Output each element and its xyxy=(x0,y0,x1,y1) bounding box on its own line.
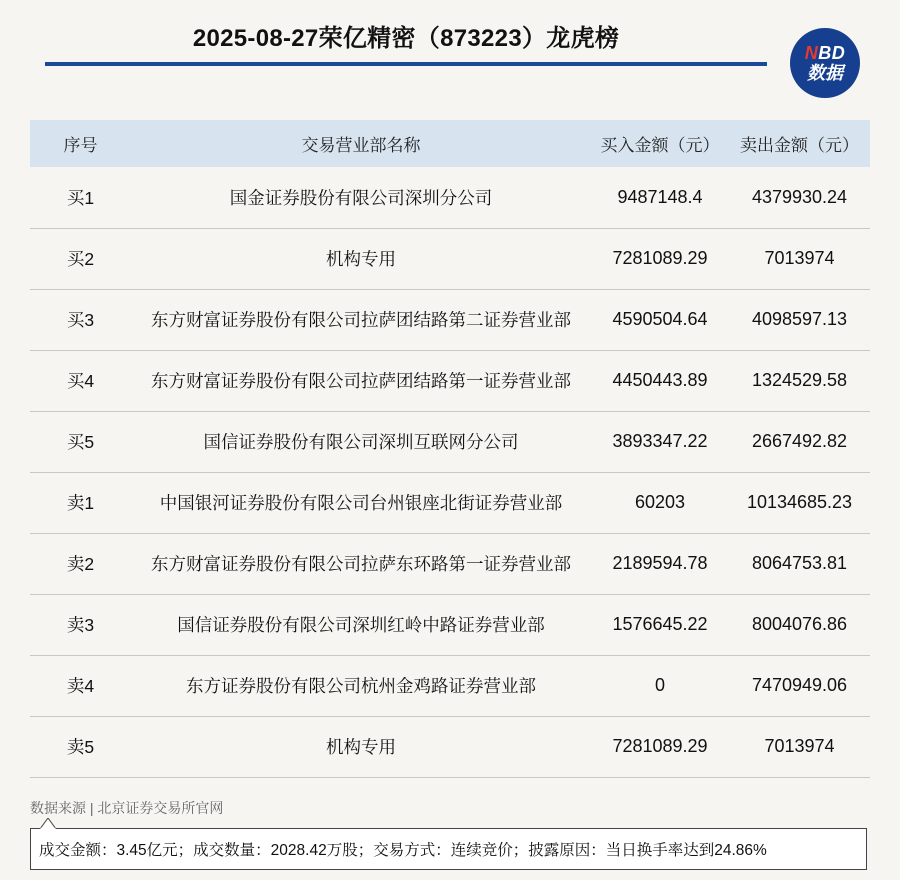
table-row xyxy=(30,228,870,289)
column-header-sell: 卖出金额（元） xyxy=(740,136,859,155)
table-row xyxy=(30,350,870,411)
logo-n: N xyxy=(804,43,819,63)
row-branch-name: 国信证券股份有限公司深圳红岭中路证券营业部 xyxy=(177,615,545,635)
row-seq: 卖4 xyxy=(66,676,95,696)
row-buy-amount: 4450443.89 xyxy=(612,370,708,390)
table-row xyxy=(30,411,870,472)
table-row xyxy=(30,289,870,350)
row-branch-name: 机构专用 xyxy=(326,249,396,269)
row-seq: 卖5 xyxy=(66,737,95,757)
row-branch-name: 国金证券股份有限公司深圳分公司 xyxy=(229,187,493,208)
callout-pointer xyxy=(40,818,56,829)
column-header-branch: 交易营业部名称 xyxy=(301,136,421,155)
table-row xyxy=(30,716,870,777)
row-seq: 买2 xyxy=(66,249,95,269)
page-title: 2025-08-27荣亿精密（873223）龙虎榜 xyxy=(192,25,620,52)
row-seq: 买5 xyxy=(66,432,95,452)
row-sell-amount: 4379930.24 xyxy=(751,186,848,207)
table-row xyxy=(30,533,870,594)
row-branch-name: 东方证券股份有限公司杭州金鸡路证券营业部 xyxy=(186,676,536,696)
row-buy-amount: 60203 xyxy=(634,492,686,512)
row-buy-amount: 4590504.64 xyxy=(612,309,708,329)
row-buy-amount: 7281089.29 xyxy=(612,736,708,756)
row-sell-amount: 8064753.81 xyxy=(751,553,848,573)
trade-summary-note: 成交金额：3.45亿元；成交数量：2028.42万股；交易方式：连续竞价；披露原因：当日换手率达到24.86% xyxy=(30,828,867,870)
dragon-tiger-table xyxy=(30,120,870,778)
row-branch-name: 国信证券股份有限公司深圳互联网分公司 xyxy=(203,432,519,452)
column-header-buy: 买入金额（元） xyxy=(600,136,720,155)
row-sell-amount: 1324529.58 xyxy=(751,370,848,390)
row-seq: 买1 xyxy=(66,187,95,208)
row-branch-name: 机构专用 xyxy=(326,737,396,757)
row-sell-amount: 7013974 xyxy=(764,248,835,268)
row-sell-amount: 7470949.06 xyxy=(751,675,848,695)
row-buy-amount: 9487148.4 xyxy=(617,186,703,207)
table-row xyxy=(30,655,870,716)
row-branch-name: 中国银河证券股份有限公司台州银座北街证券营业部 xyxy=(159,493,563,513)
row-sell-amount: 10134685.23 xyxy=(746,492,853,512)
row-seq: 卖1 xyxy=(66,493,95,513)
table-row xyxy=(30,472,870,533)
row-buy-amount: 7281089.29 xyxy=(612,248,708,268)
row-branch-name: 东方财富证券股份有限公司拉萨团结路第一证券营业部 xyxy=(151,371,571,391)
row-buy-amount: 3893347.22 xyxy=(612,431,708,451)
row-seq: 卖2 xyxy=(66,554,95,574)
row-branch-name: 东方财富证券股份有限公司拉萨东环路第一证券营业部 xyxy=(151,554,571,574)
row-sell-amount: 7013974 xyxy=(764,736,835,756)
logo-data-text: 数据 xyxy=(807,63,843,83)
row-seq: 买4 xyxy=(66,371,95,391)
title-underline xyxy=(45,62,767,66)
row-seq: 买3 xyxy=(66,310,95,330)
nbd-data-logo xyxy=(790,28,860,98)
row-sell-amount: 4098597.13 xyxy=(751,309,848,329)
row-buy-amount: 1576645.22 xyxy=(612,614,708,634)
row-sell-amount: 2667492.82 xyxy=(751,431,848,451)
row-branch-name: 东方财富证券股份有限公司拉萨团结路第二证券营业部 xyxy=(151,310,571,330)
row-buy-amount: 2189594.78 xyxy=(612,553,708,573)
table-row xyxy=(30,594,870,655)
table-row xyxy=(30,167,870,228)
row-buy-amount: 0 xyxy=(654,675,665,695)
row-seq: 卖3 xyxy=(66,615,95,635)
logo-bd: BD xyxy=(818,43,846,63)
table-header-row xyxy=(30,120,870,167)
data-source-label: 数据来源 | 北京证券交易所官网 xyxy=(30,800,224,816)
row-sell-amount: 8004076.86 xyxy=(751,614,848,634)
column-header-seq: 序号 xyxy=(63,136,98,155)
